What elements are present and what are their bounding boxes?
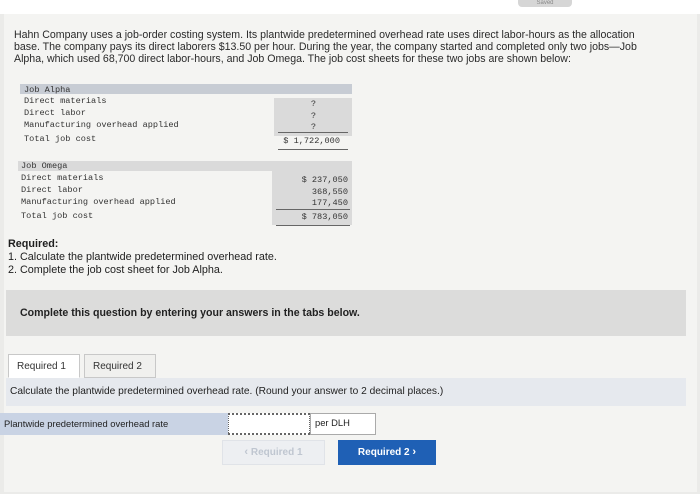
job-omega-subtotal-rule <box>276 209 350 210</box>
previous-tab-button[interactable] <box>222 440 325 465</box>
job-alpha-total-rule <box>278 149 348 150</box>
previous-tab-label: Required 1 <box>250 447 303 458</box>
top-bar <box>0 0 700 14</box>
instruction-text: Complete this question by entering your answers in the tabs below. <box>20 307 360 319</box>
intro-line-1: Hahn Company uses a job-order costing system. Its plantwide predetermined overhead rate uses direct labor-hours as the allocation <box>14 29 635 41</box>
job-alpha-table <box>20 84 356 154</box>
job-alpha-row-label: Direct materials <box>24 96 107 106</box>
job-omega-row-value: $ 237,050 <box>301 175 348 185</box>
job-alpha-row-value: ? <box>310 99 316 109</box>
job-alpha-title: Job Alpha <box>24 85 71 95</box>
tab-required-2[interactable]: Required 2 <box>84 354 156 378</box>
job-omega-total-rule <box>276 225 350 226</box>
chevron-left-icon: ‹ <box>244 446 249 458</box>
job-omega-row-label: Manufacturing overhead applied <box>21 197 176 207</box>
answer-row <box>0 413 700 435</box>
saved-indicator: Saved <box>518 0 572 7</box>
job-alpha-row-label: Direct labor <box>24 108 86 118</box>
next-tab-button[interactable] <box>338 440 436 465</box>
unit-label: per DLH <box>310 413 376 435</box>
job-omega-row-label: Direct labor <box>21 185 83 195</box>
tab-required-1[interactable]: Required 1 <box>8 354 80 378</box>
intro-line-3: Alpha, which used 68,700 direct labor-hours, and Job Omega. The job cost sheets for these two jobs are shown below: <box>14 53 571 65</box>
job-omega-total-label: Total job cost <box>21 211 94 221</box>
job-omega-table <box>18 160 356 228</box>
job-omega-header-band <box>18 161 352 171</box>
job-alpha-total-label: Total job cost <box>24 134 97 144</box>
required-item: 2. Complete the job cost sheet for Job Alpha. <box>8 264 223 276</box>
job-alpha-row-value: ? <box>310 111 316 121</box>
job-alpha-row-value: ? <box>310 122 316 132</box>
job-omega-total-value: $ 783,050 <box>301 212 348 222</box>
job-omega-title: Job Omega <box>21 161 68 171</box>
job-alpha-row-label: Manufacturing overhead applied <box>24 120 179 130</box>
instruction-banner <box>6 290 686 336</box>
problem-intro <box>14 29 694 65</box>
required-item: 1. Calculate the plantwide predetermined overhead rate. <box>8 251 277 263</box>
overhead-rate-input[interactable] <box>228 413 310 435</box>
job-alpha-total-value: $ 1,722,000 <box>283 136 340 146</box>
required-section <box>8 238 277 277</box>
job-omega-row-value: 368,550 <box>311 187 348 197</box>
required-heading: Required: <box>8 238 59 250</box>
job-alpha-subtotal-rule <box>278 132 348 133</box>
job-omega-row-value: 177,450 <box>311 198 348 208</box>
answer-label: Plantwide predetermined overhead rate <box>0 413 228 435</box>
chevron-right-icon: › <box>412 446 417 458</box>
intro-line-2: base. The company pays its direct laborers $13.50 per hour. During the year, the company started and completed only two jobs—Job <box>14 41 637 53</box>
next-tab-label: Required 2 <box>357 447 410 458</box>
job-omega-row-label: Direct materials <box>21 173 104 183</box>
question-prompt: Calculate the plantwide predetermined overhead rate. (Round your answer to 2 decimal places.) <box>6 378 686 406</box>
